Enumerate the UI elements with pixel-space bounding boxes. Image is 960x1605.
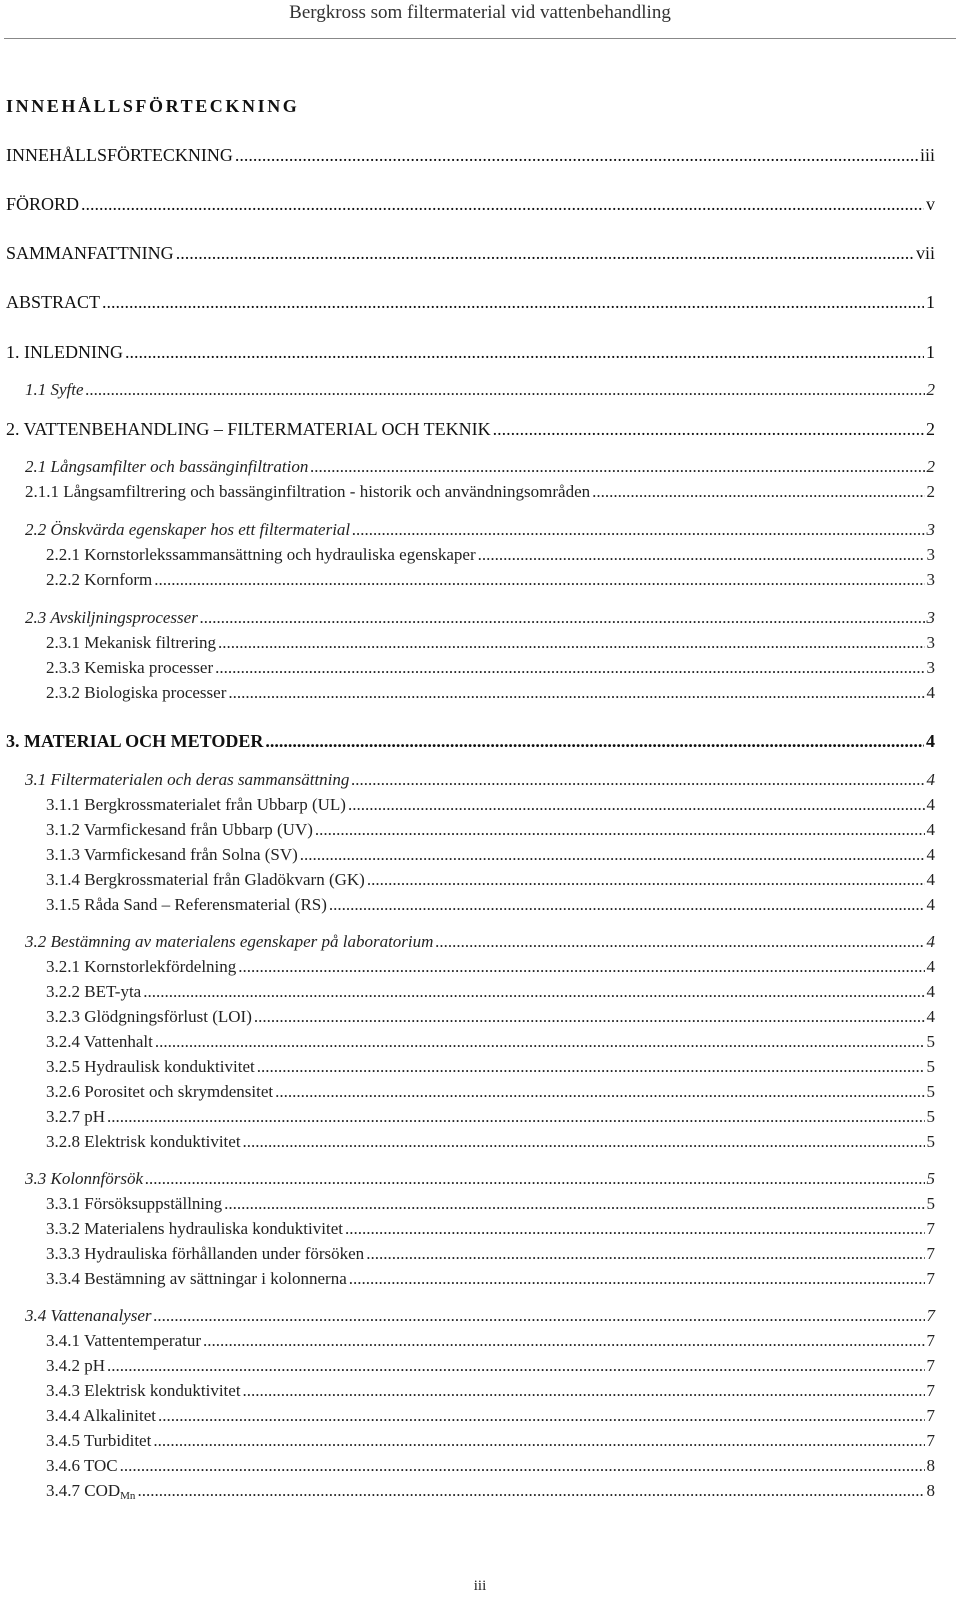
toc-entry[interactable] <box>46 871 935 888</box>
leader-dots <box>107 1357 924 1374</box>
toc-entry[interactable] <box>6 732 935 750</box>
toc-entry-label: 3.4 Vattenanalyser <box>25 1306 152 1325</box>
leader-dots <box>125 343 924 361</box>
toc-entry-label: 2.3.1 Mekanisk filtrering <box>46 633 216 652</box>
toc-entry-label: 2.3 Avskiljningsprocesser <box>25 608 198 627</box>
toc-entry-label: 2.1 Långsamfilter och bassänginfiltration <box>25 457 309 476</box>
toc-entry[interactable] <box>46 958 935 975</box>
toc-entry-page: 3 <box>926 633 935 652</box>
toc-entry-label: 3.1.2 Varmfickesand från Ubbarp (UV) <box>46 820 313 839</box>
leader-dots <box>228 684 924 701</box>
toc-entry-label: SAMMANFATTNING <box>6 243 174 263</box>
toc-entry-page: 4 <box>926 845 935 864</box>
toc-entry-page: 7 <box>926 1406 935 1425</box>
leader-dots <box>145 1170 924 1187</box>
leader-dots <box>200 609 925 626</box>
leader-dots <box>143 983 924 1000</box>
leader-dots <box>176 244 914 262</box>
toc-entry-label: 3.2.3 Glödgningsförlust (LOI) <box>46 1007 252 1026</box>
leader-dots <box>352 521 924 538</box>
toc-entry[interactable] <box>6 420 935 438</box>
leader-dots <box>81 195 924 213</box>
toc-entry-page: 7 <box>926 1381 935 1400</box>
toc-entry-label: 2.3.2 Biologiska processer <box>46 683 227 702</box>
toc-entry[interactable] <box>25 1307 935 1324</box>
toc-entry-page: 7 <box>926 1219 935 1238</box>
toc-entry-label: 3.4.5 Turbiditet <box>46 1431 152 1450</box>
toc-entry-page: 7 <box>926 1306 935 1325</box>
toc-entry-label: 3.4.4 Alkalinitet <box>46 1406 157 1425</box>
toc-entry[interactable] <box>46 821 935 838</box>
toc-entry-page: 4 <box>926 1007 935 1026</box>
toc-entry-label: 3.2 Bestämning av materialens egenskaper på laboratorium <box>25 932 434 951</box>
toc-entry-label: 3.1.1 Bergkrossmaterialet från Ubbarp (UL) <box>46 795 346 814</box>
toc-entry[interactable] <box>46 546 935 563</box>
leader-dots <box>224 1195 924 1212</box>
toc-entry-label: 2.2.1 Kornstorlekssammansättning och hydrauliska egenskaper <box>46 545 476 564</box>
leader-dots <box>315 821 925 838</box>
toc-entry-page: 5 <box>926 1082 935 1101</box>
toc-entry-page: 4 <box>926 932 935 951</box>
toc-entry[interactable] <box>46 1008 935 1025</box>
toc-entry[interactable] <box>6 244 935 262</box>
toc-entry[interactable] <box>25 458 935 475</box>
leader-dots <box>137 1482 924 1499</box>
toc-entry[interactable] <box>46 1083 935 1100</box>
toc-entry-label: 3.2.1 Kornstorlekfördelning <box>46 957 237 976</box>
toc-entry-label: 3.4.1 Vattentemperatur <box>46 1331 202 1350</box>
leader-dots <box>254 1008 925 1025</box>
leader-dots <box>154 1307 925 1324</box>
leader-dots <box>102 293 924 311</box>
leader-dots <box>86 381 925 398</box>
toc-entry-label: 3.1.3 Varmfickesand från Solna (SV) <box>46 845 298 864</box>
running-header: Bergkross som filtermaterial vid vattenbehandling <box>289 2 671 23</box>
toc-entry[interactable] <box>25 381 935 398</box>
leader-dots <box>367 871 925 888</box>
toc-entry-page: 2 <box>926 380 935 399</box>
leader-dots <box>435 933 924 950</box>
toc-entry-page: 3 <box>926 570 935 589</box>
leader-dots <box>310 458 924 475</box>
toc-entry-page: 2 <box>926 482 935 501</box>
toc-entry[interactable] <box>25 933 935 950</box>
leader-dots <box>351 771 924 788</box>
toc-entry-page: 4 <box>926 870 935 889</box>
toc-entry[interactable] <box>46 983 935 1000</box>
leader-dots <box>203 1332 924 1349</box>
leader-dots <box>348 796 925 813</box>
leader-dots <box>592 483 924 500</box>
toc-entry[interactable] <box>46 1108 935 1125</box>
toc-entry-label <box>46 1482 135 1502</box>
toc-entry-page: 2 <box>926 419 935 439</box>
toc-entry[interactable] <box>46 684 935 701</box>
toc-entry-label: 3.2.8 Elektrisk konduktivitet <box>46 1132 241 1151</box>
toc-entry-page: 4 <box>926 982 935 1001</box>
toc-entry[interactable] <box>46 1245 935 1262</box>
leader-dots <box>329 896 925 913</box>
toc-entry[interactable] <box>25 483 935 500</box>
toc-entry-page: 7 <box>926 1431 935 1450</box>
toc-entry-page: 8 <box>926 1481 935 1500</box>
toc-heading: INNEHÅLLSFÖRTECKNING <box>6 96 300 116</box>
toc-entry[interactable] <box>46 1195 935 1212</box>
leader-dots <box>235 146 918 164</box>
leader-dots <box>366 1245 924 1262</box>
toc-entry-page: 4 <box>926 795 935 814</box>
toc-entry-label: 3.3 Kolonnförsök <box>25 1169 144 1188</box>
toc-entry[interactable] <box>46 1332 935 1349</box>
toc-entry-label: 3.3.1 Försöksuppställning <box>46 1194 223 1213</box>
toc-entry[interactable] <box>25 1170 935 1187</box>
toc-entry-label: 3.2.4 Vattenhalt <box>46 1032 153 1051</box>
toc-entry[interactable] <box>46 1482 935 1502</box>
toc-entry-page: 4 <box>926 770 935 789</box>
leader-dots <box>107 1108 924 1125</box>
toc-entry-page: 7 <box>926 1269 935 1288</box>
leader-dots <box>493 420 924 438</box>
toc-entry-page: vii <box>915 243 935 263</box>
toc-entry-page: 5 <box>926 1057 935 1076</box>
toc-entry-label: 3.2.2 BET-yta <box>46 982 142 1001</box>
toc-entry-page: 5 <box>926 1169 935 1188</box>
leader-dots <box>300 846 925 863</box>
toc-entry-label: 3.3.2 Materialens hydrauliska konduktivitet <box>46 1219 343 1238</box>
toc-entry-label: ABSTRACT <box>6 292 101 312</box>
toc-entry[interactable] <box>46 1457 935 1474</box>
toc-entry[interactable] <box>46 796 935 813</box>
toc-entry[interactable] <box>46 659 935 676</box>
toc-entry-page: 5 <box>926 1107 935 1126</box>
toc-entry-page: 5 <box>926 1032 935 1051</box>
toc-entry-page: 4 <box>926 820 935 839</box>
leader-dots <box>120 1457 925 1474</box>
toc-entry-label: 2.3.3 Kemiska processer <box>46 658 214 677</box>
toc-entry-page: 3 <box>926 545 935 564</box>
leader-dots <box>158 1407 924 1424</box>
toc-entry-page: 7 <box>926 1331 935 1350</box>
toc-entry-label: 3.4.6 TOC <box>46 1456 118 1475</box>
toc-entry-page: 4 <box>926 683 935 702</box>
toc-entry-label: 3.2.7 pH <box>46 1107 106 1126</box>
toc-entry[interactable] <box>46 1133 935 1150</box>
toc-entry-label-subscript: Mn <box>120 1490 136 1502</box>
toc-entry-label: 2. VATTENBEHANDLING – FILTERMATERIAL OCH TEKNIK <box>6 419 491 439</box>
toc-entry[interactable] <box>46 1058 935 1075</box>
page-number: iii <box>473 1578 487 1594</box>
leader-dots <box>243 1133 925 1150</box>
toc-entry-page: 4 <box>926 895 935 914</box>
toc-entry[interactable] <box>46 896 935 913</box>
leader-dots <box>154 571 924 588</box>
toc-entry[interactable] <box>25 521 935 538</box>
leader-dots <box>257 1058 925 1075</box>
leader-dots <box>155 1033 925 1050</box>
toc-entry[interactable] <box>46 1033 935 1050</box>
toc-entry[interactable] <box>46 1220 935 1237</box>
toc-entry[interactable] <box>25 609 935 626</box>
toc-entry[interactable] <box>6 343 935 361</box>
toc-entry-label: 3.4.3 Elektrisk konduktivitet <box>46 1381 241 1400</box>
leader-dots <box>243 1382 925 1399</box>
leader-dots <box>238 958 924 975</box>
toc-entry[interactable] <box>46 1270 935 1287</box>
toc-entry[interactable] <box>46 634 935 651</box>
toc-entry-page: v <box>926 194 935 214</box>
toc-entry-label-main: 3.4.7 COD <box>46 1481 121 1500</box>
toc-entry-label: 3.3.4 Bestämning av sättningar i kolonnerna <box>46 1269 347 1288</box>
toc-entry-label: 3.1.5 Råda Sand – Referensmaterial (RS) <box>46 895 327 914</box>
toc-entry[interactable] <box>46 571 935 588</box>
toc-entry-label: 1. INLEDNING <box>6 342 123 362</box>
toc-entry-page: iii <box>919 145 935 165</box>
toc-entry[interactable] <box>25 771 935 788</box>
toc-entry-label: 2.2.2 Kornform <box>46 570 153 589</box>
toc-entry-label: 3. MATERIAL OCH METODER <box>6 731 264 751</box>
toc-entry-label: 3.2.6 Porositet och skrymdensitet <box>46 1082 274 1101</box>
toc-entry-label: 3.2.5 Hydraulisk konduktivitet <box>46 1057 255 1076</box>
toc-entry-page: 3 <box>926 520 935 539</box>
toc-entry-label: FÖRORD <box>6 194 80 214</box>
toc-entry[interactable] <box>46 1407 935 1424</box>
leader-dots <box>349 1270 925 1287</box>
leader-dots <box>478 546 925 563</box>
leader-dots <box>218 634 925 651</box>
toc-entry-page: 2 <box>926 457 935 476</box>
toc-entry-label: 1.1 Syfte <box>25 380 84 399</box>
toc-entry-label: 3.1.4 Bergkrossmaterial från Gladökvarn (GK) <box>46 870 365 889</box>
toc-entry-page: 5 <box>926 1194 935 1213</box>
toc-entry-label: 3.1 Filtermaterialen och deras sammansättning <box>25 770 350 789</box>
leader-dots <box>275 1083 924 1100</box>
leader-dots <box>153 1432 924 1449</box>
toc-entry[interactable] <box>46 846 935 863</box>
toc-entry-label: 2.1.1 Långsamfiltrering och bassänginfiltration - historik och användningsområden <box>25 482 591 501</box>
toc-entry[interactable] <box>46 1382 935 1399</box>
toc-entry-page: 4 <box>926 731 935 751</box>
toc-entry[interactable] <box>6 195 935 213</box>
toc-entry-label: 3.3.3 Hydrauliska förhållanden under försöken <box>46 1244 365 1263</box>
toc-entry-page: 5 <box>926 1132 935 1151</box>
leader-dots <box>265 732 924 750</box>
toc-entry-page: 3 <box>926 608 935 627</box>
toc-entry[interactable] <box>46 1357 935 1374</box>
toc-entry[interactable] <box>46 1432 935 1449</box>
toc-entry-page: 7 <box>926 1244 935 1263</box>
toc-entry-page: 4 <box>926 957 935 976</box>
toc-entry-page: 3 <box>926 658 935 677</box>
toc-entry-label: 2.2 Önskvärda egenskaper hos ett filtermaterial <box>25 520 351 539</box>
toc-entry-page: 7 <box>926 1356 935 1375</box>
toc-entry[interactable] <box>6 146 935 164</box>
toc-entry-label: 3.4.2 pH <box>46 1356 106 1375</box>
toc-entry-page: 8 <box>926 1456 935 1475</box>
leader-dots <box>345 1220 925 1237</box>
toc-entry-label: INNEHÅLLSFÖRTECKNING <box>6 145 233 165</box>
toc-entry-page: 1 <box>926 292 935 312</box>
toc-entry[interactable] <box>6 293 935 311</box>
toc-entry-page: 1 <box>926 342 935 362</box>
leader-dots <box>215 659 924 676</box>
